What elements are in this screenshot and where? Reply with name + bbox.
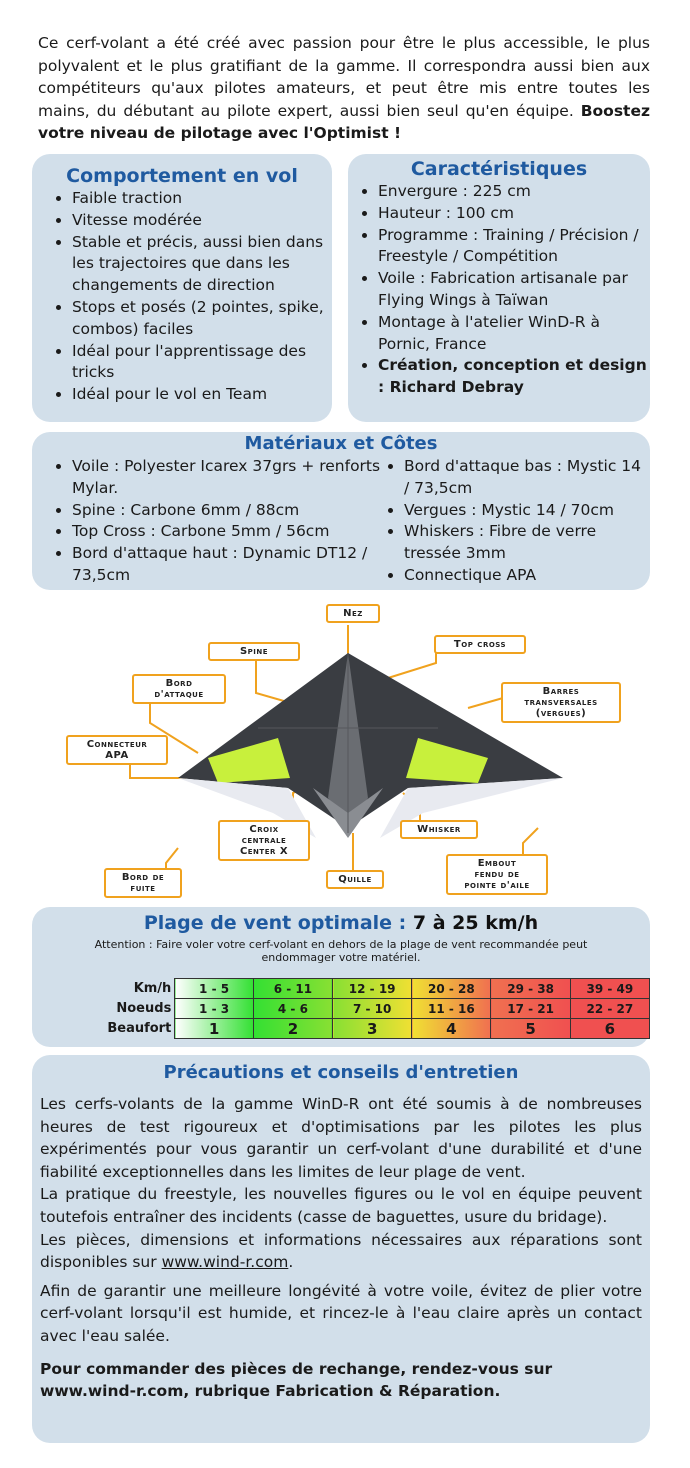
cell: 22 - 27 [570,999,649,1019]
cell: 4 [412,1019,491,1039]
label-bord-attaque-l2: d'attaque [154,689,204,700]
list-item: • Montage à l'atelier WinD-R à Pornic, France [378,312,650,356]
cell: 12 - 19 [333,979,412,999]
label-bord-fuite-l1: Bord de [121,872,165,883]
intro-text: Ce cerf-volant a été créé avec passion pour être le plus accessible, le plus polyvalent et le plus gratifiant de la gamme. Il correspondra aussi bien aux compétiteurs qu'aux pilotes amateurs, et peut être mis entre toutes les mains, du débutant au pilote expert, aussi bien seul qu'en équipe. [38,34,650,120]
label-bord-fuite [104,868,182,898]
label-nez: Nez [326,604,380,623]
table-row [102,979,650,999]
label-barres [501,682,621,723]
wind-table [102,978,650,1039]
list-item: • Idéal pour l'apprentissage des tricks [72,341,332,385]
care-p3-end: . [288,1253,294,1272]
materials-list-2 [384,456,650,587]
label-barres-l1: Barres [542,686,580,697]
label-croix [218,820,310,861]
website-link[interactable]: www.wind-r.com [161,1253,289,1272]
list-item: • Stops et posés (2 pointes, spike, combos) faciles [72,297,332,341]
cell: 39 - 49 [570,979,649,999]
cell: 1 - 3 [175,999,254,1019]
behavior-list [32,188,332,406]
care-box [32,1055,650,1443]
table-row [102,999,650,1019]
list-item: • Vitesse modérée [72,210,332,232]
specs-title: Caractéristiques [410,158,588,180]
label-bord-attaque-l1: Bord [165,678,193,689]
wind-title [32,907,650,936]
cell: 7 - 10 [333,999,412,1019]
row-label-kmh: Km/h [133,981,172,996]
list-item: • Stable et précis, aussi bien dans les trajectoires que dans les changements de direction [72,232,332,297]
cell: 3 [333,1019,412,1039]
label-barres-l3: (vergues) [535,708,587,719]
label-bord-attaque [132,674,226,704]
cell: 2 [253,1019,332,1039]
label-embout-l1: Embout [477,858,517,869]
cell: 6 - 11 [253,979,332,999]
label-connecteur [66,735,168,765]
care-p3 [40,1229,642,1274]
cell: 29 - 38 [491,979,570,999]
materials-list-1 [32,456,384,587]
care-order-note: Pour commander des pièces de rechange, rendez-vous sur www.wind-r.com, rubrique Fabrication & Réparation. [40,1359,553,1401]
wind-box [32,907,650,1047]
list-item: • Envergure : 225 cm [378,181,650,203]
list-item: • Voile : Fabrication artisanale par Flying Wings à Taïwan [378,268,650,312]
label-spine: Spine [208,642,300,661]
label-bord-fuite-l2: fuite [130,883,156,894]
table-row [102,1019,650,1039]
label-croix-l1: Croix [249,824,279,835]
care-p2: La pratique du freestyle, les nouvelles figures ou le vol en équipe peuvent toutefois entraîner des incidents (casse de baguettes, usure du bridage). [40,1185,642,1226]
label-connecteur-l1: Connecteur [86,739,148,750]
cell: 17 - 21 [491,999,570,1019]
list-item: • Bord d'attaque bas : Mystic 14 / 73,5cm [404,456,650,500]
wind-warning: Attention : Faire voler votre cerf-volant en dehors de la plage de vent recommandée peut endommager votre matériel. [94,938,588,964]
label-embout [446,854,548,895]
label-barres-l2: transversales [524,697,598,708]
list-item: • Whiskers : Fibre de verre tressée 3mm [404,521,650,565]
cell: 5 [491,1019,570,1039]
list-item: • Hauteur : 100 cm [378,203,650,225]
row-label-noeuds: Noeuds [116,1001,172,1016]
label-connecteur-l2: APA [105,750,129,761]
cell: 4 - 6 [253,999,332,1019]
kite-diagram [58,598,628,898]
behavior-box [32,154,332,422]
care-body [40,1093,642,1403]
list-item: • Idéal pour le vol en Team [72,384,332,406]
care-p4: Afin de garantir une meilleure longévité à votre voile, évitez de plier votre cerf-volant lorsqu'il est humide, et rincez-le à l'eau claire après un contact avec l'eau salée. [40,1281,642,1345]
wind-range: 7 à 25 km/h [412,912,539,934]
label-embout-l2: fendu de [474,869,520,880]
list-item: • Bord d'attaque haut : Dynamic DT12 / 73,5cm [72,543,384,587]
list-item: • Création, conception et design : Richard Debray [378,355,650,399]
cell: 11 - 16 [412,999,491,1019]
row-label-beaufort: Beaufort [107,1021,172,1036]
list-item: • Programme : Training / Précision / Freestyle / Compétition [378,225,650,269]
intro-paragraph [38,32,650,145]
care-title: Précautions et conseils d'entretien [163,1062,519,1083]
intro-bold: Boostez votre niveau de pilotage avec l'Optimist ! [38,101,650,142]
wind-title-label: Plage de vent optimale : [143,912,413,934]
list-item: • Faible traction [72,188,332,210]
list-item: • Vergues : Mystic 14 / 70cm [404,500,650,522]
specs-list [348,181,650,399]
label-quille: Quille [326,870,384,889]
label-embout-l3: pointe d'aile [464,880,530,891]
cell: 1 [175,1019,254,1039]
list-item: • Top Cross : Carbone 5mm / 56cm [72,521,384,543]
care-p1: Les cerfs-volants de la gamme WinD-R ont été soumis à de nombreuses heures de test rigoureux et d'optimisations par les pilotes les plus expérimentés pour vous garantir un cerf-volant d'une durabilité et d'une fiabilité exceptionnelles dans les limites de leur plage de vent. [40,1095,642,1181]
cell: 1 - 5 [175,979,254,999]
list-item: • Connectique APA [404,565,650,587]
materials-title: Matériaux et Côtes [244,433,438,454]
list-item: • Voile : Polyester Icarex 37grs + renforts Mylar. [72,456,384,500]
label-top-cross: Top cross [434,635,526,654]
label-whisker: Whisker [400,820,478,839]
label-croix-l2: centrale [241,835,287,846]
list-item: • Spine : Carbone 6mm / 88cm [72,500,384,522]
cell: 20 - 28 [412,979,491,999]
behavior-title: Comportement en vol [66,165,298,187]
care-p3-text: Les pièces, dimensions et informations nécessaires aux réparations sont disponibles sur [40,1230,642,1272]
specs-box [348,154,650,422]
label-croix-l3: Center X [239,846,289,857]
materials-box [32,432,650,590]
cell: 6 [570,1019,649,1039]
